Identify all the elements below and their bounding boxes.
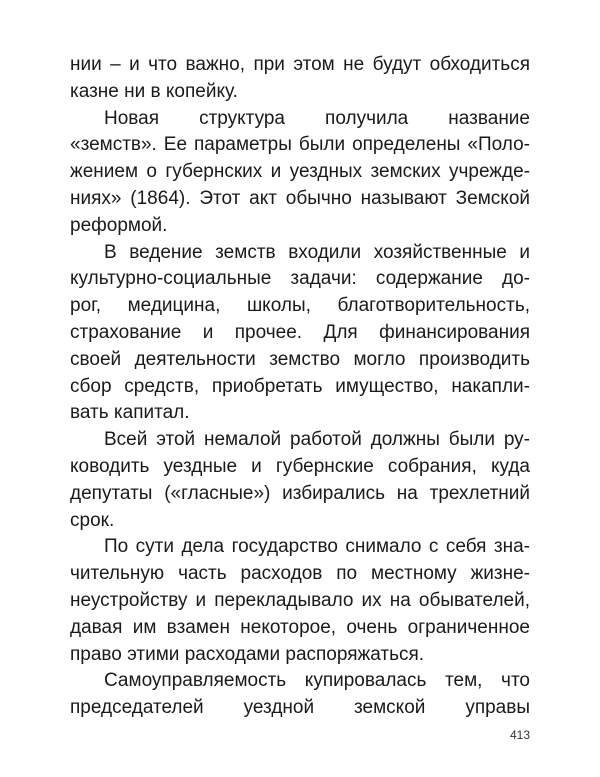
text-line: рог, медицина, школы, благотворительность, bbox=[70, 295, 530, 317]
text-line: чительную часть расходов по местному жизне- bbox=[70, 563, 530, 585]
text-line: право этими расходами распоряжаться. bbox=[70, 643, 425, 665]
text-line: своей деятельности земство могло производить bbox=[70, 348, 530, 370]
text-line: срок. bbox=[70, 509, 115, 531]
text-line: культурно-социальные задачи: содержание до- bbox=[70, 268, 530, 290]
paragraph-first-line: Самоуправляемость купировалась тем, что bbox=[104, 670, 530, 692]
text-line: «земств». Ее параметры были определены «Поло- bbox=[70, 134, 530, 156]
text-line: нии – и что важно, при этом не будут обходиться bbox=[70, 54, 530, 75]
text-line: депутаты («гласные») избирались на трехлетний bbox=[70, 482, 530, 504]
text-line: ниях» (1864). Этот акт обычно называют Земской bbox=[70, 187, 530, 209]
text-line: сбор средств, приобретать имущество, накапли- bbox=[70, 375, 530, 397]
page-number: 413 bbox=[509, 728, 530, 742]
text-line: вать капитал. bbox=[70, 402, 190, 424]
text-line: председателей уездной земской управы bbox=[70, 697, 530, 719]
text-line: давая им взамен некоторое, очень ограниченное bbox=[70, 616, 530, 638]
paragraph-first-line: В ведение земств входили хозяйственные и bbox=[104, 241, 530, 263]
text-line: казне ни в копейку. bbox=[70, 80, 238, 102]
paragraph-first-line: Всей этой немалой работой должны были ру- bbox=[104, 429, 530, 451]
text-line: неустройству и перекладывало их на обывателей, bbox=[70, 589, 530, 611]
text-line: страхование и прочее. Для финансирования bbox=[70, 321, 530, 343]
text-line: ководить уездные и губернские собрания, куда bbox=[70, 455, 530, 477]
text-line: реформой. bbox=[70, 214, 168, 236]
paragraph-first-line: Новая структура получила название bbox=[104, 107, 530, 129]
text-line: жением о губернских и уездных земских учрежде- bbox=[70, 161, 530, 183]
paragraph-first-line: По сути дела государство снимало с себя зна- bbox=[104, 536, 530, 558]
document-page bbox=[70, 52, 530, 722]
